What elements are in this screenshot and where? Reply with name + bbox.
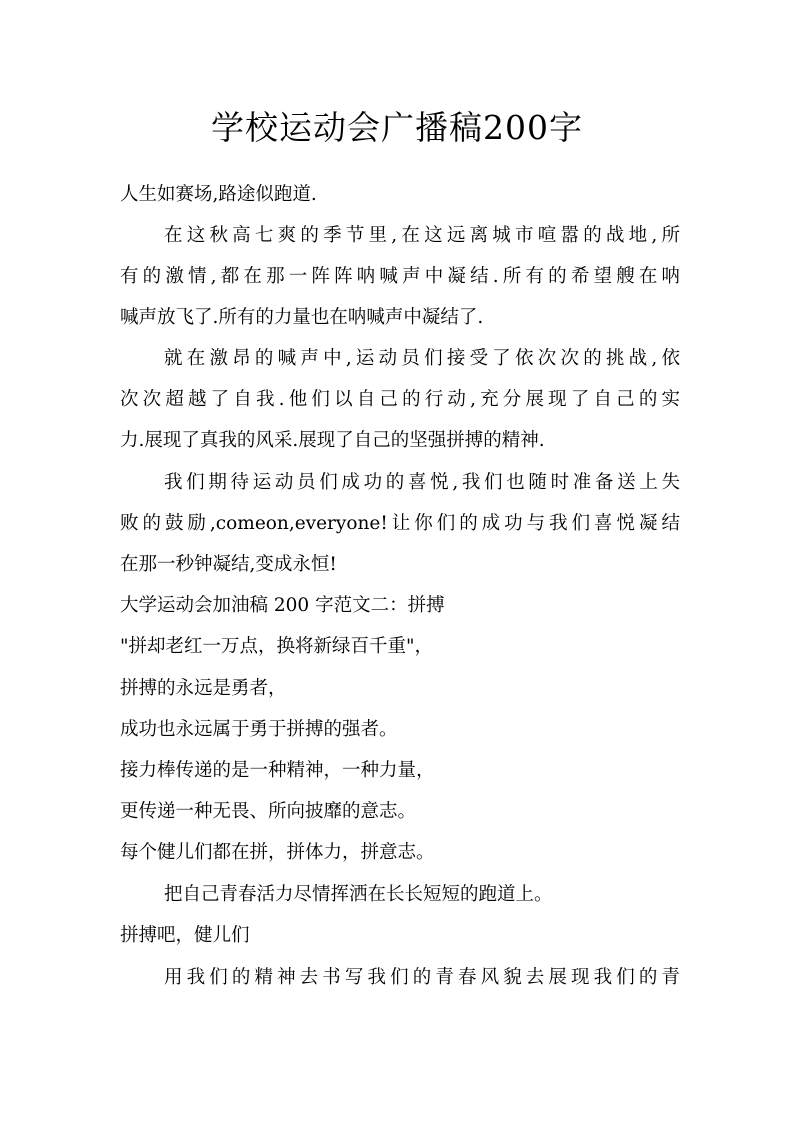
text-line: 拼搏的永远是勇者， [120, 678, 287, 699]
text-line: 在这秋高七爽的季节里,在这远离城市喧嚣的战地,所 [164, 225, 680, 246]
text-line: 大学运动会加油稿 200 字范文二：拼搏 [120, 595, 445, 616]
text-line: 我们期待运动员们成功的喜悦,我们也随时准备送上失 [164, 472, 680, 493]
text-line: "拼却老红一万点，换将新绿百千重"， [120, 636, 434, 657]
text-line: 更传递一种无畏、所向披靡的意志。 [120, 801, 417, 822]
text-line: 每个健儿们都在拼，拼体力，拼意志。 [120, 842, 435, 863]
text-line: 接力棒传递的是一种精神，一种力量， [120, 760, 435, 781]
text-line: 拼搏吧，健儿们 [120, 925, 250, 946]
text-line: 喊声放飞了.所有的力量也在呐喊声中凝结了. [120, 307, 484, 328]
document-title: 学校运动会广播稿200字 [211, 108, 583, 147]
text-line: 次次超越了自我.他们以自己的行动,充分展现了自己的实 [120, 389, 680, 410]
text-line: 就在激昂的喊声中,运动员们接受了依次次的挑战,依 [164, 348, 680, 369]
text-line: 有的激情,都在那一阵阵呐喊声中凝结.所有的希望艘在呐 [120, 266, 680, 287]
text-line: 人生如赛场,路途似跑道. [120, 184, 317, 205]
text-line: 力.展现了真我的风采.展现了自己的坚强拼搏的精神. [120, 430, 545, 451]
text-line: 在那一秒钟凝结,变成永恒! [120, 554, 337, 575]
text-line: 用我们的精神去书写我们的青春风貌去展现我们的青 [164, 967, 680, 988]
text-line: 成功也永远属于勇于拼搏的强者。 [120, 719, 398, 740]
text-line: 把自己青春活力尽情挥洒在长长短短的跑道上。 [164, 884, 553, 905]
text-line: 败的鼓励,comeon,everyone!让你们的成功与我们喜悦凝结 [120, 513, 680, 534]
